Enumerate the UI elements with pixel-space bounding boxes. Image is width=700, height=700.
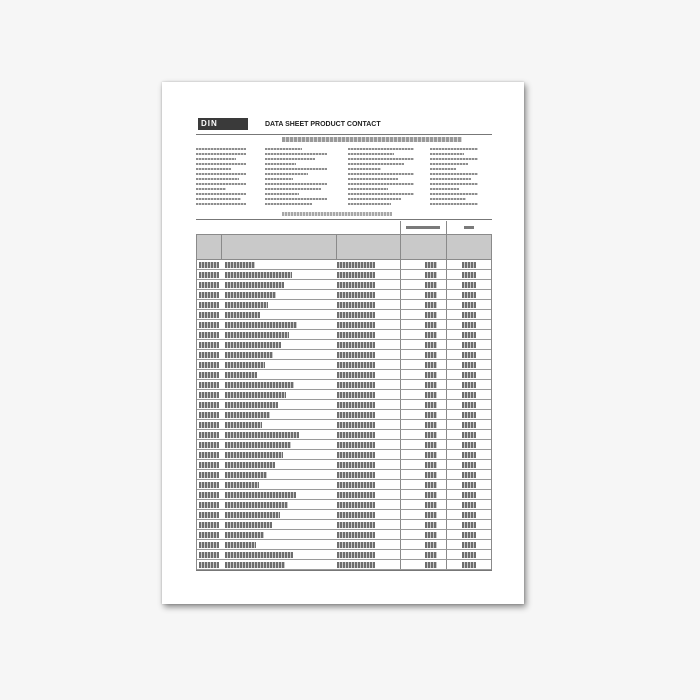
table-row xyxy=(197,560,491,570)
table-cell xyxy=(425,322,437,328)
table-cell xyxy=(337,292,375,298)
spec-block-2 xyxy=(265,148,327,210)
table-cell xyxy=(462,502,476,508)
table-row xyxy=(197,520,491,530)
table-cell xyxy=(225,262,255,268)
table-cell xyxy=(462,332,476,338)
table-cell xyxy=(462,372,476,378)
table-row xyxy=(197,370,491,380)
table-row xyxy=(197,510,491,520)
table-row xyxy=(197,500,491,510)
table-cell xyxy=(337,332,375,338)
table-cell xyxy=(337,562,375,568)
table-cell xyxy=(462,552,476,558)
column-header-4 xyxy=(400,234,447,260)
table-cell xyxy=(225,292,276,298)
table-cell xyxy=(462,262,476,268)
column-header-1 xyxy=(196,234,222,260)
document-page xyxy=(162,82,524,604)
table-cell xyxy=(199,432,219,438)
table-cell xyxy=(425,462,437,468)
table-cell xyxy=(462,392,476,398)
table-cell xyxy=(199,452,219,458)
table-cell xyxy=(425,282,437,288)
table-cell xyxy=(225,302,268,308)
table-cell xyxy=(462,412,476,418)
table-cell xyxy=(462,472,476,478)
table-cell xyxy=(425,482,437,488)
table-cell xyxy=(337,522,375,528)
table-row xyxy=(197,420,491,430)
table-cell xyxy=(337,302,375,308)
table-cell xyxy=(337,312,375,318)
table-cell xyxy=(199,382,219,388)
table-cell xyxy=(425,442,437,448)
table-cell xyxy=(225,472,267,478)
table-cell xyxy=(462,512,476,518)
column-header-5 xyxy=(446,234,492,260)
table-cell xyxy=(199,492,219,498)
column-header-3 xyxy=(336,234,401,260)
table-row xyxy=(197,270,491,280)
table-cell xyxy=(337,382,375,388)
table-cell xyxy=(425,352,437,358)
table-cell xyxy=(462,362,476,368)
group-header-2 xyxy=(446,221,492,235)
table-cell xyxy=(199,562,219,568)
table-cell xyxy=(199,402,219,408)
spec-block-3 xyxy=(348,148,414,210)
table-cell xyxy=(225,402,278,408)
table-cell xyxy=(199,462,219,468)
table-cell xyxy=(225,542,256,548)
table-row xyxy=(197,540,491,550)
table-cell xyxy=(462,382,476,388)
table-row xyxy=(197,360,491,370)
table-cell xyxy=(199,442,219,448)
table-row xyxy=(197,530,491,540)
table-cell xyxy=(199,362,219,368)
table-row xyxy=(197,350,491,360)
table-cell xyxy=(462,272,476,278)
table-cell xyxy=(337,482,375,488)
table-cell xyxy=(425,312,437,318)
table-row xyxy=(197,390,491,400)
table-cell xyxy=(462,352,476,358)
table-cell xyxy=(462,442,476,448)
spec-block-4 xyxy=(430,148,478,210)
table-cell xyxy=(199,292,219,298)
table-cell xyxy=(425,522,437,528)
table-cell xyxy=(337,532,375,538)
table-cell xyxy=(199,482,219,488)
table-cell xyxy=(199,532,219,538)
table-cell xyxy=(337,402,375,408)
table-cell xyxy=(199,302,219,308)
table-row xyxy=(197,300,491,310)
column-header-2 xyxy=(221,234,337,260)
table-cell xyxy=(225,442,291,448)
table-cell xyxy=(337,502,375,508)
group-header-1 xyxy=(400,221,446,235)
table-cell xyxy=(425,402,437,408)
table-cell xyxy=(425,552,437,558)
table-cell xyxy=(225,482,259,488)
table-cell xyxy=(199,262,219,268)
table-cell xyxy=(199,542,219,548)
table-cell xyxy=(425,472,437,478)
table-cell xyxy=(199,272,219,278)
table-cell xyxy=(337,422,375,428)
header-rule xyxy=(196,134,492,135)
table-cell xyxy=(337,352,375,358)
table-row xyxy=(197,430,491,440)
table-cell xyxy=(225,382,294,388)
table-row xyxy=(197,290,491,300)
table-cell xyxy=(225,362,265,368)
table-cell xyxy=(425,342,437,348)
table-cell xyxy=(225,562,285,568)
table-cell xyxy=(425,532,437,538)
table-cell xyxy=(462,292,476,298)
table-cell xyxy=(337,392,375,398)
table-cell xyxy=(199,392,219,398)
table-cell xyxy=(425,452,437,458)
table-row xyxy=(197,320,491,330)
table-row xyxy=(197,380,491,390)
table-cell xyxy=(425,512,437,518)
table-row xyxy=(197,340,491,350)
table-cell xyxy=(462,402,476,408)
table-cell xyxy=(225,432,299,438)
table-cell xyxy=(425,392,437,398)
table-cell xyxy=(462,452,476,458)
table-cell xyxy=(425,362,437,368)
table-cell xyxy=(462,542,476,548)
table-cell xyxy=(462,562,476,568)
table-cell xyxy=(462,422,476,428)
table-cell xyxy=(425,302,437,308)
table-cell xyxy=(462,482,476,488)
table-cell xyxy=(425,412,437,418)
table-cell xyxy=(225,532,264,538)
table-cell xyxy=(199,372,219,378)
table-cell xyxy=(225,412,270,418)
table-row xyxy=(197,470,491,480)
table-cell xyxy=(462,532,476,538)
table-cell xyxy=(225,422,262,428)
table-cell xyxy=(225,462,275,468)
table-cell xyxy=(462,492,476,498)
table-cell xyxy=(337,452,375,458)
table-cell xyxy=(225,312,260,318)
table-row xyxy=(197,480,491,490)
table-row xyxy=(197,450,491,460)
table-cell xyxy=(225,332,289,338)
table-cell xyxy=(337,472,375,478)
table-row xyxy=(197,460,491,470)
table-cell xyxy=(337,322,375,328)
table-cell xyxy=(199,332,219,338)
table-cell xyxy=(337,372,375,378)
subtitle-line xyxy=(282,137,462,142)
table-row xyxy=(197,280,491,290)
table-cell xyxy=(199,522,219,528)
table-cell xyxy=(425,492,437,498)
table-cell xyxy=(462,342,476,348)
table-cell xyxy=(425,372,437,378)
table-cell xyxy=(337,262,375,268)
table-cell xyxy=(337,272,375,278)
table-cell xyxy=(199,472,219,478)
table-cell xyxy=(199,352,219,358)
table-row xyxy=(197,490,491,500)
table-cell xyxy=(225,372,257,378)
table-cell xyxy=(462,522,476,528)
table-cell xyxy=(199,552,219,558)
table-cell xyxy=(199,342,219,348)
note-line xyxy=(282,212,392,216)
table-cell xyxy=(337,442,375,448)
table-cell xyxy=(425,262,437,268)
table-cell xyxy=(425,292,437,298)
table-row xyxy=(197,310,491,320)
table-cell xyxy=(337,492,375,498)
table-cell xyxy=(425,542,437,548)
table-row xyxy=(197,260,491,270)
table-row xyxy=(197,410,491,420)
table-cell xyxy=(225,452,283,458)
table-cell xyxy=(337,462,375,468)
table-cell xyxy=(425,272,437,278)
table-cell xyxy=(425,332,437,338)
table-cell xyxy=(425,432,437,438)
table-cell xyxy=(425,562,437,568)
table-cell xyxy=(199,412,219,418)
table-cell xyxy=(199,282,219,288)
table-cell xyxy=(225,282,284,288)
table-cell xyxy=(462,282,476,288)
table-cell xyxy=(225,392,286,398)
table-cell xyxy=(462,462,476,468)
table-row xyxy=(197,330,491,340)
table-cell xyxy=(462,312,476,318)
table-cell xyxy=(337,282,375,288)
table-cell xyxy=(225,342,281,348)
table-cell xyxy=(425,382,437,388)
table-cell xyxy=(225,502,288,508)
table-cell xyxy=(199,322,219,328)
table-cell xyxy=(337,552,375,558)
table-cell xyxy=(225,512,280,518)
table-cell xyxy=(337,512,375,518)
table-cell xyxy=(425,502,437,508)
footer-rule xyxy=(196,570,492,571)
table-cell xyxy=(462,432,476,438)
table-cell xyxy=(337,342,375,348)
table-cell xyxy=(225,552,293,558)
table-cell xyxy=(337,542,375,548)
table-cell xyxy=(337,362,375,368)
spec-block-1 xyxy=(196,148,246,210)
table-row xyxy=(197,550,491,560)
table-row xyxy=(197,400,491,410)
document-title: DATA SHEET PRODUCT CONTACT xyxy=(265,121,381,128)
table-cell xyxy=(462,302,476,308)
table-cell xyxy=(199,422,219,428)
table-cell xyxy=(199,502,219,508)
table-cell xyxy=(225,272,292,278)
table-cell xyxy=(337,432,375,438)
table-cell xyxy=(199,312,219,318)
brand-logo: DIN xyxy=(198,118,248,130)
table-row xyxy=(197,440,491,450)
table-cell xyxy=(225,352,273,358)
table-cell xyxy=(225,492,296,498)
table-cell xyxy=(425,422,437,428)
table-cell xyxy=(337,412,375,418)
data-table xyxy=(196,260,492,570)
table-cell xyxy=(199,512,219,518)
table-cell xyxy=(225,322,297,328)
table-cell xyxy=(462,322,476,328)
table-cell xyxy=(225,522,272,528)
section-rule xyxy=(196,219,492,220)
